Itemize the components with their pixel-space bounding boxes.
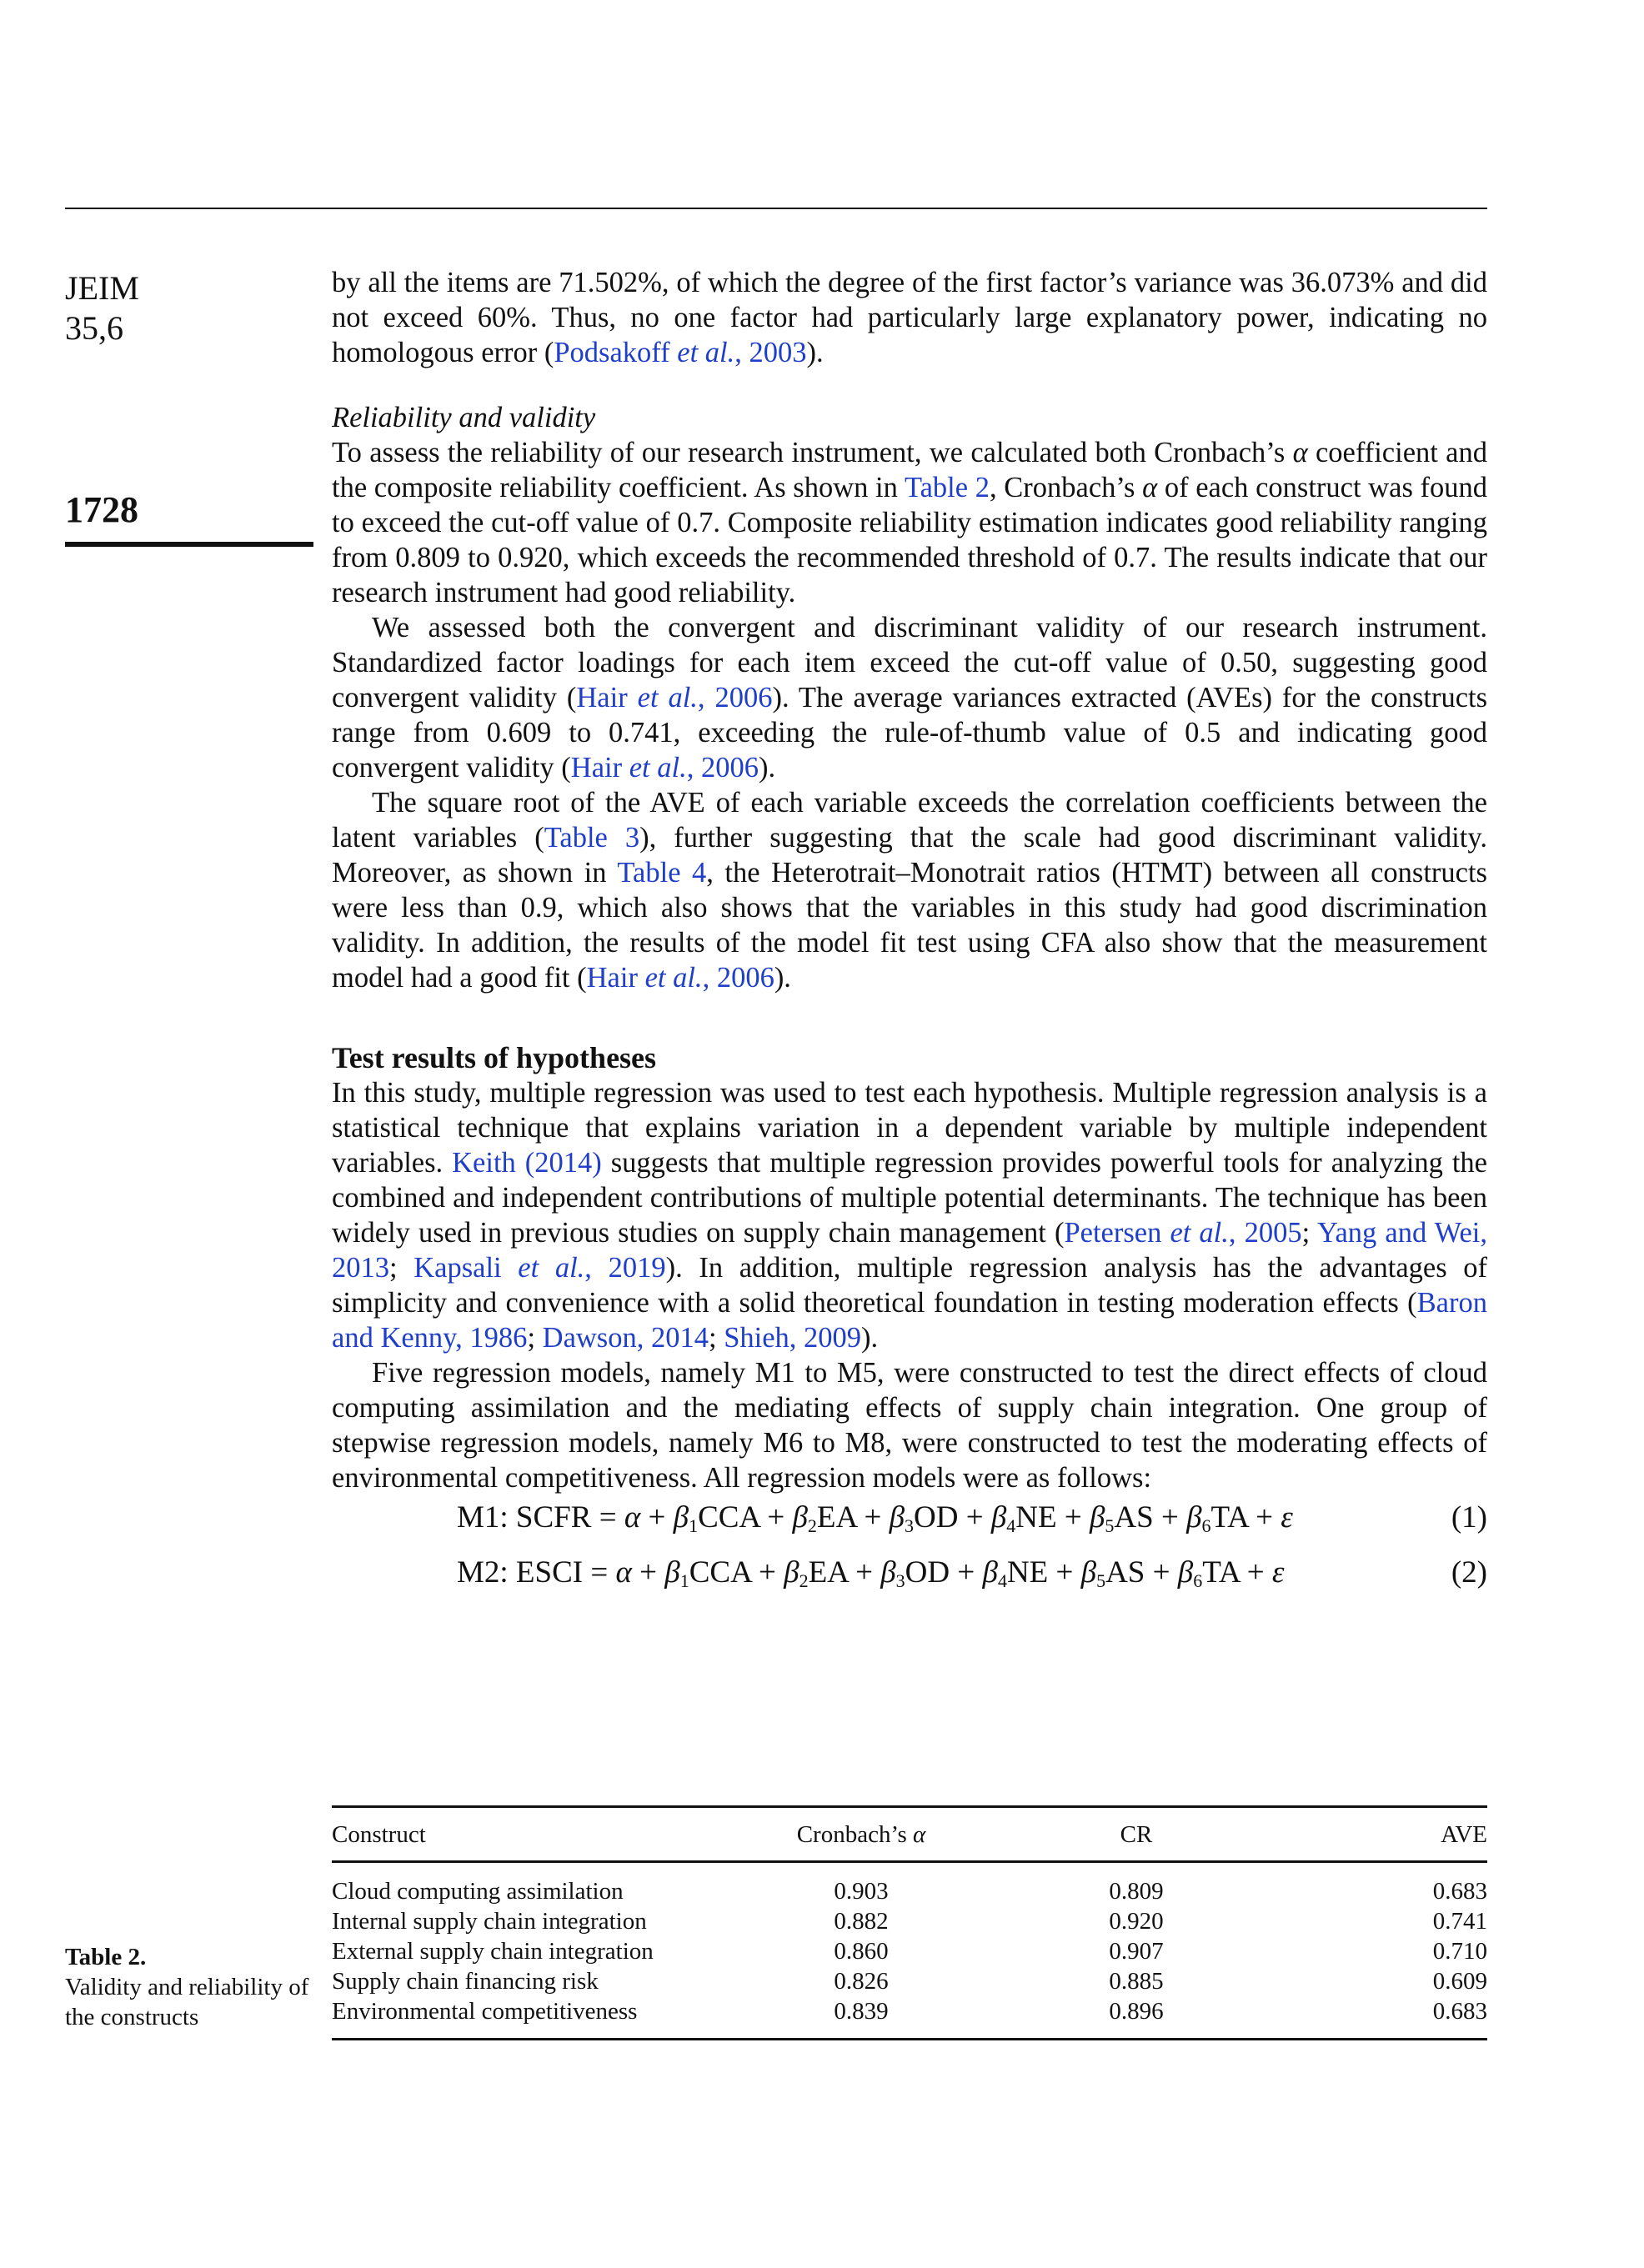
equation-number: (2) xyxy=(1451,1555,1487,1590)
citation-link[interactable]: et al. xyxy=(677,337,735,368)
table-cell-value: 0.860 xyxy=(834,1938,889,1965)
citation-link[interactable]: Kapsali xyxy=(414,1252,519,1284)
table-row xyxy=(332,1906,1487,1936)
citation-link[interactable]: Petersen xyxy=(1064,1217,1170,1249)
citation-link[interactable]: et al. xyxy=(637,682,698,713)
paragraph: In this study, multiple regression was used to test each hypothesis. Multiple regression analysis is a statistical technique that explains variation in a dependent variable by multiple independent variables. Keith (2014) suggests that multiple regression provides powerful tools for analyzing the combined and independent contributions of multiple potential determinants. The technique has been widely used in previous studies on supply chain management (Petersen et al., 2005; Yang and Wei, 2013; Kapsali et al., 2019). In addition, multiple regression analysis has the advantages of simplicity and convenience with a solid theoretical foundation in testing moderation effects (Baron and Kenny, 1986; Dawson, 2014; Shieh, 2009). xyxy=(332,1077,1488,1354)
validity-reliability-table xyxy=(332,1805,1487,2040)
table-cell-value: 0.903 xyxy=(834,1878,889,1905)
construct-name: Environmental competitiveness xyxy=(332,1996,724,2040)
citation-link[interactable]: Shieh, 2009 xyxy=(724,1322,862,1354)
table-row xyxy=(332,1966,1487,1996)
page-number-rule xyxy=(65,542,313,547)
equation-2 xyxy=(332,1550,1487,1605)
citation-link[interactable]: Keith (2014) xyxy=(452,1147,602,1179)
table-cell-value: 0.809 xyxy=(1109,1878,1164,1905)
table-cell-value: 0.741 xyxy=(1432,1908,1487,1935)
paragraph: Five regression models, namely M1 to M5, were constructed to test the direct effects of cloud computing assimilation and the mediating effects of supply chain integration. One group of stepwise regression models, namely M6 to M8, were constructed to test the moderating effects of environmental competitiveness. All regression models were as follows: xyxy=(332,1357,1487,1494)
table-cell-value: 0.882 xyxy=(834,1908,889,1935)
page-number: 1728 xyxy=(65,489,138,530)
citation-link[interactable]: , 2006 xyxy=(686,752,759,784)
construct-name: Supply chain financing risk xyxy=(332,1968,599,1995)
table-cell-value: 0.920 xyxy=(1109,1908,1164,1935)
construct-name: Internal supply chain integration xyxy=(332,1908,647,1935)
citation-link[interactable]: Baron and Kenny, 1986 xyxy=(332,1287,1487,1354)
table-caption xyxy=(65,1942,315,2032)
table-row xyxy=(332,1862,1487,1907)
paragraph: We assessed both the convergent and discriminant validity of our research instrument. Standardized factor loadings for each item exceed the cut-off value of 0.50, suggesting good convergent validity (Hair et al., 2006). The average variances extracted (AVEs) for the constructs range from 0.609 to 0.741, exceeding the rule-of-thumb value of 0.5 and indicating good convergent validity (Hair et al., 2006). xyxy=(332,612,1488,784)
citation-link[interactable]: Podsakoff xyxy=(554,337,678,368)
table-cell-value: 0.710 xyxy=(1432,1938,1487,1965)
citation-link[interactable]: et al. xyxy=(1170,1217,1229,1249)
citation-link[interactable]: Table 4 xyxy=(617,857,707,889)
citation-link[interactable]: Hair xyxy=(586,962,645,994)
top-rule xyxy=(65,208,1487,209)
citation-link[interactable]: Hair xyxy=(570,752,629,784)
paragraph: To assess the reliability of our research instrument, we calculated both Cronbach’s α coefficient and the composite reliability coefficient. As shown in Table 2, Cronbach’s α of each construct was found to exceed the cut-off value of 0.7. Composite reliability estimation indicates good reliability ranging from 0.809 to 0.920, which exceeds the recommended threshold of 0.7. The results indicate that our research instrument had good reliability. xyxy=(332,437,1488,608)
table-row xyxy=(332,1936,1487,1966)
header-ave: AVE xyxy=(1274,1807,1487,1862)
table-cell-value: 0.826 xyxy=(834,1968,889,1995)
citation-link[interactable]: Hair xyxy=(576,682,638,713)
citation-link[interactable]: , 2006 xyxy=(702,962,774,994)
table-cell-value: 0.683 xyxy=(1274,1996,1487,2040)
journal-name: JEIM xyxy=(65,269,139,307)
citation-link[interactable]: et al. xyxy=(518,1252,585,1284)
construct-name: Cloud computing assimilation xyxy=(332,1878,624,1905)
paragraph: The square root of the AVE of each variable exceeds the correlation coefficients between the latent variables (Table 3), further suggesting that the scale had good discriminant validity. Moreover, as shown in Table 4, the Heterotrait–Monotrait ratios (HTMT) between all constructs were less than 0.9, which also shows that the variables in this study had good discrimination validity. In addition, the results of the model fit test using CFA also show that the measurement model had a good fit (Hair et al., 2006). xyxy=(332,787,1487,994)
citation-link[interactable]: et al. xyxy=(629,752,687,784)
table-cell-value: 0.609 xyxy=(1432,1968,1487,1995)
equation-number: (1) xyxy=(1451,1500,1487,1535)
table-cell-value: 0.683 xyxy=(1432,1878,1487,1905)
citation-link[interactable]: et al. xyxy=(644,962,703,994)
body-text xyxy=(332,265,1487,1605)
equation-formula: M2: ESCI = $\alpha + \beta_1CCA + \beta_2EA + \beta_3OD + \beta_4NE + \beta_5AS + \beta_6TA + \varepsilon$ xyxy=(457,1555,1285,1591)
citation-link[interactable]: Dawson, 2014 xyxy=(542,1322,709,1354)
header-construct: Construct xyxy=(332,1807,724,1862)
citation-link[interactable]: Yang and Wei, 2013 xyxy=(332,1217,1488,1284)
paragraph: by all the items are 71.502%, of which the degree of the first factor’s variance was 36.073% and did not exceed 60%. Thus, no one factor had particularly large explanatory power, indicating no homologous error (Podsakoff et al., 2003). xyxy=(332,267,1487,368)
table-cell-value: 0.896 xyxy=(999,1996,1274,2040)
construct-name: External supply chain integration xyxy=(332,1938,654,1965)
section-heading: Test results of hypotheses xyxy=(332,1041,657,1074)
table-caption-title: Table 2. xyxy=(65,1944,147,1970)
citation-link[interactable]: , 2019 xyxy=(584,1252,666,1284)
table-cell-value: 0.885 xyxy=(1109,1968,1164,1995)
citation-link[interactable]: Table 2 xyxy=(904,472,990,503)
table-cell-value: 0.839 xyxy=(724,1996,999,2040)
equation-1 xyxy=(332,1495,1487,1550)
citation-link[interactable]: , 2005 xyxy=(1228,1217,1302,1249)
subsection-heading: Reliability and validity xyxy=(332,402,596,433)
header-cr: CR xyxy=(999,1807,1274,1862)
header-cronbach-alpha: Cronbach’s α xyxy=(724,1807,999,1862)
journal-reference xyxy=(65,268,139,348)
table-row xyxy=(332,1996,1487,2040)
table-header-row xyxy=(332,1807,1487,1862)
citation-link[interactable]: Table 3 xyxy=(544,822,640,854)
table-cell-value: 0.907 xyxy=(1109,1938,1164,1965)
citation-link[interactable]: , 2003 xyxy=(734,337,807,368)
table-caption-text: Validity and reliability of the constructs xyxy=(65,1974,309,2030)
journal-volume: 35,6 xyxy=(65,309,123,347)
citation-link[interactable]: , 2006 xyxy=(697,682,773,713)
equation-formula: M1: SCFR = $\alpha + \beta_1CCA + \beta_2EA + \beta_3OD + \beta_4NE + \beta_5AS + \beta_6TA + \varepsilon$ xyxy=(457,1500,1293,1536)
